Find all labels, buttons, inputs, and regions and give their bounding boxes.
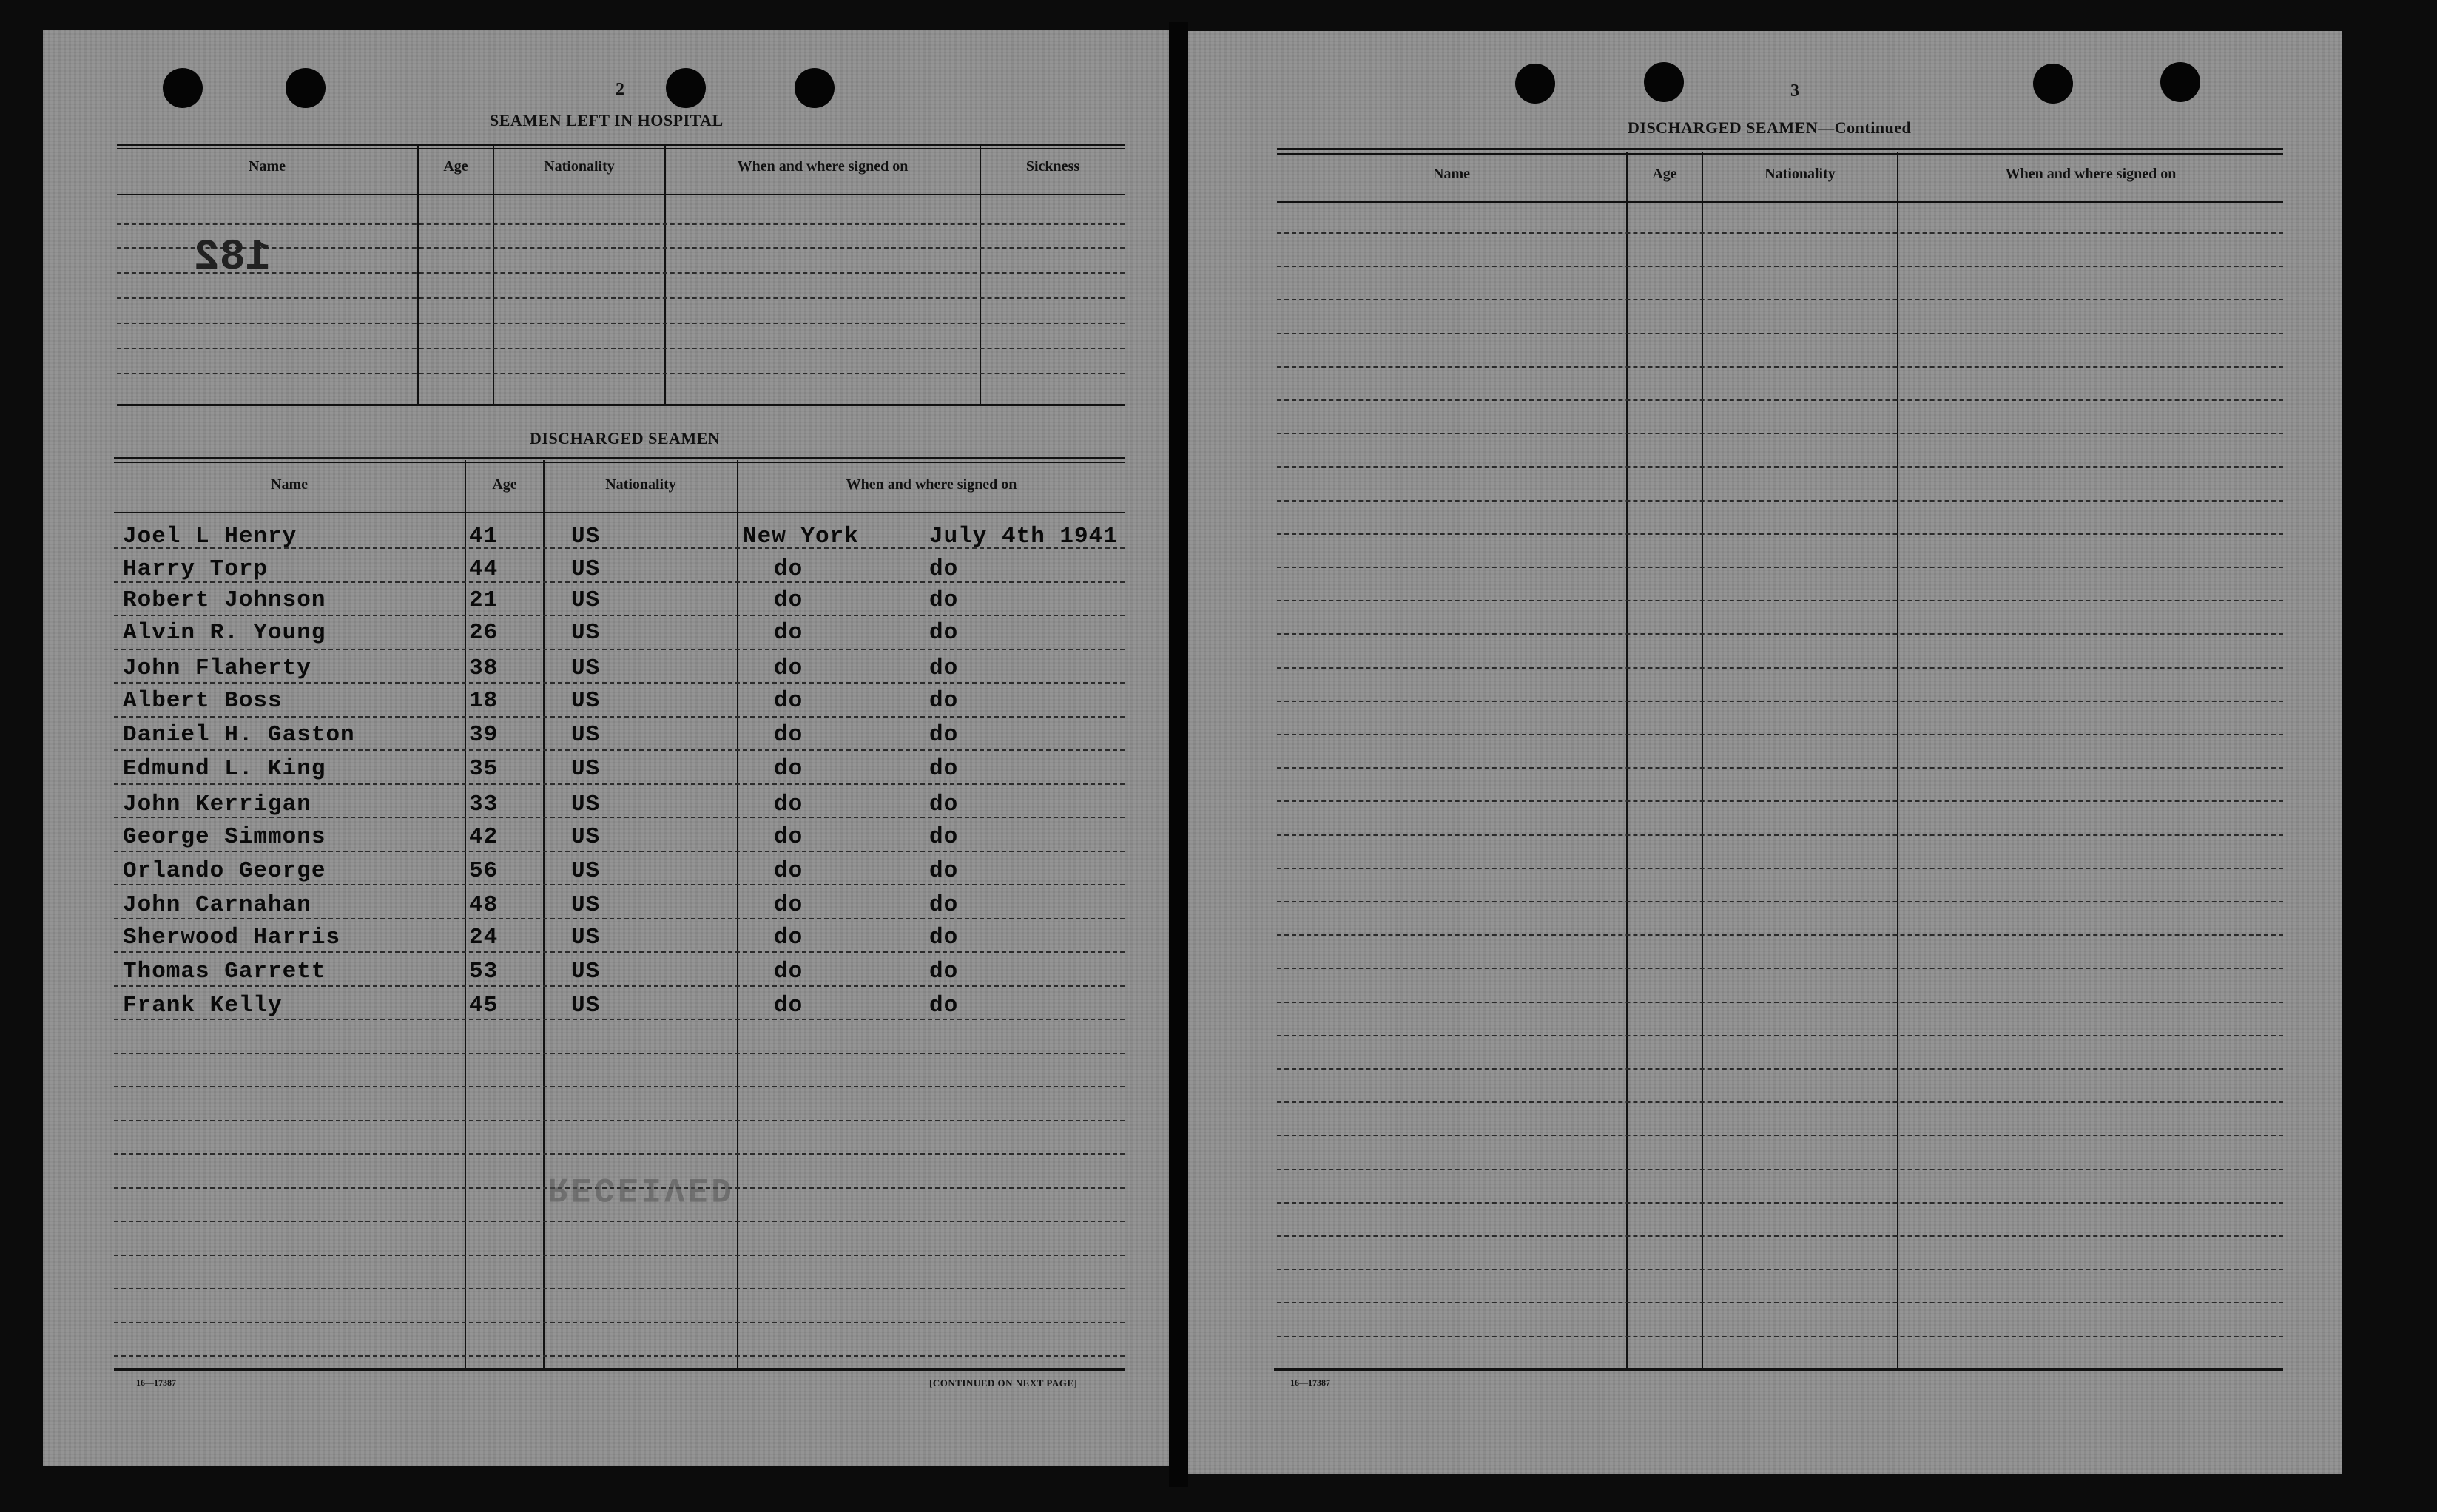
cell-signed-date: do	[929, 722, 959, 748]
cell-signed-place: do	[774, 858, 803, 884]
row-line	[114, 783, 1125, 785]
rule	[114, 462, 1125, 463]
cell-age: 56	[469, 858, 499, 884]
cell-signed-date: do	[929, 892, 959, 918]
col-divider	[417, 146, 419, 404]
punch-hole	[1515, 64, 1555, 104]
col-divider	[1626, 152, 1628, 1368]
cell-name: John Carnahan	[123, 892, 311, 918]
row-line	[1277, 399, 2283, 401]
col-header-nationality: Nationality	[1764, 166, 1836, 182]
row-line	[1277, 1101, 2283, 1103]
cell-signed-place: do	[774, 620, 803, 646]
col-header-nationality: Nationality	[605, 476, 676, 493]
row-line	[1277, 934, 2283, 936]
row-line	[114, 749, 1125, 751]
cell-signed-date: do	[929, 556, 959, 582]
punch-hole	[286, 68, 326, 108]
row-line	[114, 1120, 1125, 1121]
cell-age: 48	[469, 892, 499, 918]
row-line	[1277, 466, 2283, 468]
cell-name: Albert Boss	[123, 688, 283, 714]
form-number: 16—17387	[136, 1377, 176, 1388]
form-number: 16—17387	[1290, 1377, 1330, 1388]
col-header-nationality: Nationality	[544, 158, 615, 175]
row-line	[1277, 767, 2283, 769]
row-line	[1277, 701, 2283, 702]
cell-signed-place: do	[774, 824, 803, 850]
punch-hole	[1644, 62, 1684, 102]
row-line	[1277, 433, 2283, 434]
punch-hole	[2160, 62, 2200, 102]
cell-signed-place: do	[774, 792, 803, 817]
cell-signed-place: do	[774, 655, 803, 681]
col-header-age: Age	[443, 158, 468, 175]
cell-age: 38	[469, 655, 499, 681]
row-line	[114, 1153, 1125, 1155]
row-line	[1277, 533, 2283, 535]
row-line	[1277, 633, 2283, 635]
col-header-age: Age	[1652, 166, 1677, 182]
rule	[1277, 148, 2283, 150]
cell-age: 18	[469, 688, 499, 714]
cell-name: John Kerrigan	[123, 792, 311, 817]
cell-nationality: US	[571, 688, 601, 714]
row-line	[114, 1355, 1125, 1357]
row-line	[1277, 232, 2283, 234]
row-line	[114, 1255, 1125, 1256]
cell-name: Alvin R. Young	[123, 620, 326, 646]
cell-signed-place: New York	[743, 524, 859, 550]
cell-signed-place: do	[774, 756, 803, 782]
col-divider	[493, 146, 494, 404]
row-line	[1277, 1135, 2283, 1136]
cell-signed-place: do	[774, 587, 803, 613]
row-line	[1277, 968, 2283, 969]
cell-signed-date: do	[929, 993, 959, 1019]
row-line	[114, 851, 1125, 852]
cell-name: Daniel H. Gaston	[123, 722, 355, 748]
cell-signed-date: do	[929, 655, 959, 681]
cell-signed-date: July 4th 1941	[929, 524, 1118, 550]
row-line	[114, 615, 1125, 616]
row-line	[1277, 901, 2283, 902]
row-line	[114, 884, 1125, 885]
row-line	[1277, 500, 2283, 502]
rule	[117, 144, 1125, 146]
row-line	[1277, 667, 2283, 669]
col-header-signed-on: When and where signed on	[2005, 166, 2177, 182]
cell-signed-place: do	[774, 688, 803, 714]
row-line	[1277, 1035, 2283, 1036]
row-line	[1277, 1269, 2283, 1270]
row-line	[1277, 1302, 2283, 1303]
col-divider	[737, 460, 738, 1368]
cell-nationality: US	[571, 756, 601, 782]
continued-note: [CONTINUED ON NEXT PAGE]	[929, 1377, 1078, 1388]
col-header-sickness: Sickness	[1025, 158, 1080, 175]
row-line	[1277, 1002, 2283, 1003]
row-line	[114, 649, 1125, 650]
row-line	[1277, 800, 2283, 802]
row-line	[1277, 734, 2283, 735]
rule	[1277, 201, 2283, 203]
cell-nationality: US	[571, 892, 601, 918]
row-line	[114, 682, 1125, 684]
cell-signed-place: do	[774, 925, 803, 951]
row-line	[117, 373, 1125, 374]
cell-nationality: US	[571, 722, 601, 748]
cell-age: 53	[469, 959, 499, 985]
row-line	[114, 1288, 1125, 1289]
col-header-name: Name	[271, 476, 308, 493]
cell-age: 44	[469, 556, 499, 582]
page-number: 3	[1790, 81, 1799, 101]
rule	[114, 457, 1125, 459]
col-header-name: Name	[249, 158, 286, 175]
row-line	[1277, 366, 2283, 368]
cell-nationality: US	[571, 925, 601, 951]
cell-name: Robert Johnson	[123, 587, 326, 613]
cell-age: 42	[469, 824, 499, 850]
handwritten-mark: 182	[194, 234, 272, 282]
cell-name: Joel L Henry	[123, 524, 297, 550]
rule	[1274, 1368, 2283, 1371]
punch-hole	[2033, 64, 2073, 104]
cell-nationality: US	[571, 959, 601, 985]
col-divider	[543, 460, 545, 1368]
cell-nationality: US	[571, 858, 601, 884]
col-divider	[465, 460, 466, 1368]
col-header-age: Age	[492, 476, 517, 493]
cell-signed-place: do	[774, 556, 803, 582]
cell-age: 45	[469, 993, 499, 1019]
row-line	[1277, 1068, 2283, 1070]
right-page	[1188, 31, 2342, 1474]
cell-signed-date: do	[929, 959, 959, 985]
row-line	[114, 951, 1125, 953]
received-stamp: RECEIVED	[547, 1169, 735, 1207]
cell-name: John Flaherty	[123, 655, 311, 681]
row-line	[114, 1019, 1125, 1020]
cell-name: Thomas Garrett	[123, 959, 326, 985]
continued-section-title: DISCHARGED SEAMEN—Continued	[1628, 118, 1912, 137]
cell-name: George Simmons	[123, 824, 326, 850]
cell-nationality: US	[571, 620, 601, 646]
cell-nationality: US	[571, 556, 601, 582]
cell-nationality: US	[571, 655, 601, 681]
cell-age: 26	[469, 620, 499, 646]
row-line	[1277, 1336, 2283, 1337]
cell-signed-date: do	[929, 925, 959, 951]
row-line	[1277, 868, 2283, 869]
row-line	[1277, 1202, 2283, 1204]
cell-nationality: US	[571, 993, 601, 1019]
cell-signed-date: do	[929, 587, 959, 613]
col-header-signed-on: When and where signed on	[737, 158, 909, 175]
row-line	[114, 1221, 1125, 1222]
row-line	[1277, 333, 2283, 334]
cell-name: Sherwood Harris	[123, 925, 341, 951]
row-line	[114, 985, 1125, 987]
row-line	[1277, 600, 2283, 601]
cell-signed-date: do	[929, 688, 959, 714]
row-line	[1277, 567, 2283, 568]
col-divider	[980, 146, 981, 404]
cell-nationality: US	[571, 587, 601, 613]
cell-signed-place: do	[774, 892, 803, 918]
row-line	[1277, 1169, 2283, 1170]
rule	[1277, 153, 2283, 155]
col-divider	[664, 146, 666, 404]
row-line	[114, 918, 1125, 919]
punch-hole	[666, 68, 706, 108]
cell-age: 41	[469, 524, 499, 550]
page-number: 2	[616, 80, 624, 99]
row-line	[117, 348, 1125, 349]
cell-signed-date: do	[929, 824, 959, 850]
cell-signed-place: do	[774, 959, 803, 985]
row-line	[1277, 266, 2283, 267]
cell-age: 35	[469, 756, 499, 782]
col-header-signed-on: When and where signed on	[846, 476, 1017, 493]
cell-nationality: US	[571, 524, 601, 550]
cell-age: 33	[469, 792, 499, 817]
rule	[114, 512, 1125, 513]
cell-nationality: US	[571, 824, 601, 850]
cell-name: Edmund L. King	[123, 756, 326, 782]
cell-name: Harry Torp	[123, 556, 269, 582]
row-line	[1277, 834, 2283, 836]
row-line	[114, 1322, 1125, 1323]
row-line	[1277, 1235, 2283, 1237]
rule	[114, 1368, 1125, 1371]
cell-age: 24	[469, 925, 499, 951]
row-line	[114, 1053, 1125, 1054]
row-line	[117, 323, 1125, 324]
col-divider	[1702, 152, 1703, 1368]
row-line	[114, 1086, 1125, 1087]
rule	[117, 194, 1125, 195]
cell-age: 39	[469, 722, 499, 748]
cell-signed-place: do	[774, 993, 803, 1019]
cell-signed-place: do	[774, 722, 803, 748]
cell-signed-date: do	[929, 620, 959, 646]
rule	[117, 148, 1125, 149]
col-header-name: Name	[1433, 166, 1470, 182]
page-fold	[1169, 22, 1188, 1487]
cell-age: 21	[469, 587, 499, 613]
row-line	[117, 223, 1125, 225]
punch-hole	[795, 68, 835, 108]
row-line	[1277, 299, 2283, 300]
cell-signed-date: do	[929, 756, 959, 782]
col-divider	[1897, 152, 1898, 1368]
punch-hole	[163, 68, 203, 108]
row-line	[114, 716, 1125, 718]
cell-signed-date: do	[929, 792, 959, 817]
cell-name: Orlando George	[123, 858, 326, 884]
cell-nationality: US	[571, 792, 601, 817]
discharged-section-title: DISCHARGED SEAMEN	[530, 429, 721, 448]
hospital-section-title: SEAMEN LEFT IN HOSPITAL	[490, 111, 724, 129]
row-line	[117, 297, 1125, 299]
cell-signed-date: do	[929, 858, 959, 884]
cell-name: Frank Kelly	[123, 993, 283, 1019]
rule	[117, 404, 1125, 406]
